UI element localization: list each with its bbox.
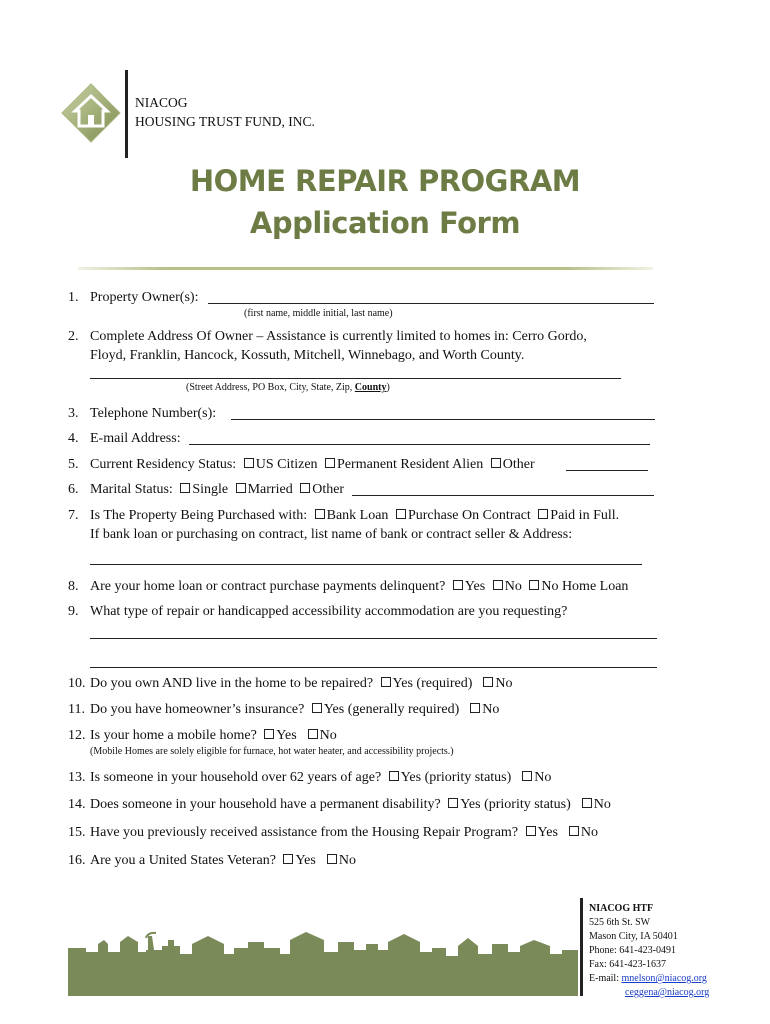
question-1-hint: (first name, middle initial, last name) — [244, 308, 393, 319]
own-live-yes-checkbox[interactable] — [381, 677, 391, 687]
mobile-home-yes-checkbox[interactable] — [264, 729, 274, 739]
question-7-label: Is The Property Being Purchased with: — [90, 508, 308, 523]
question-6-label: Marital Status: — [90, 482, 173, 497]
page-subtitle: Application Form — [249, 206, 521, 240]
residency-other-field[interactable] — [566, 470, 648, 471]
header-divider — [125, 70, 128, 158]
residency-other-checkbox[interactable] — [491, 458, 501, 468]
permanent-resident-checkbox[interactable] — [325, 458, 335, 468]
us-citizen-checkbox[interactable] — [244, 458, 254, 468]
question-12-label: Is your home a mobile home? — [90, 728, 257, 743]
question-7-line-2: If bank loan or purchasing on contract, list name of bank or contract seller & Address: — [90, 527, 573, 542]
question-12-note: (Mobile Homes are solely eligible for furnace, hot water heater, and accessibility projects.) — [90, 746, 454, 757]
single-checkbox[interactable] — [180, 483, 190, 493]
question-2-line-2: Floyd, Franklin, Hancock, Kossuth, Mitchell, Winnebago, and Worth County. — [90, 348, 525, 363]
contact-block — [589, 902, 709, 1000]
bank-seller-field[interactable] — [90, 564, 642, 565]
title-divider — [78, 267, 653, 270]
contact-name: NIACOG HTF — [589, 903, 654, 914]
no-home-loan-checkbox[interactable] — [529, 580, 539, 590]
telephone-field[interactable] — [231, 419, 655, 420]
org-line-1: NIACOG — [135, 95, 188, 110]
question-9-label: What type of repair or handicapped accessibility accommodation are you requesting? — [90, 604, 568, 619]
question-8-label: Are your home loan or contract purchase payments delinquent? — [90, 579, 446, 594]
contact-fax: Fax: 641-423-1637 — [589, 959, 666, 970]
question-14-label: Does someone in your household have a permanent disability? — [90, 797, 441, 812]
question-2-line-1: Complete Address Of Owner – Assistance is currently limited to homes in: Cerro Gordo, — [90, 329, 587, 344]
question-13-label: Is someone in your household over 62 years of age? — [90, 770, 382, 785]
email-label: E-mail: — [589, 973, 622, 984]
marital-other-checkbox[interactable] — [300, 483, 310, 493]
insurance-no-checkbox[interactable] — [470, 703, 480, 713]
prior-assistance-no-checkbox[interactable] — [569, 826, 579, 836]
delinquent-yes-checkbox[interactable] — [453, 580, 463, 590]
mobile-home-no-checkbox[interactable] — [308, 729, 318, 739]
email-field[interactable] — [189, 444, 650, 445]
disability-no-checkbox[interactable] — [582, 798, 592, 808]
bank-loan-checkbox[interactable] — [315, 509, 325, 519]
delinquent-no-checkbox[interactable] — [493, 580, 503, 590]
veteran-no-checkbox[interactable] — [327, 854, 337, 864]
over-62-yes-checkbox[interactable] — [389, 771, 399, 781]
question-15-label: Have you previously received assistance from the Housing Repair Program? — [90, 825, 519, 840]
paid-in-full-checkbox[interactable] — [538, 509, 548, 519]
repair-type-field-2[interactable] — [90, 667, 657, 668]
own-live-no-checkbox[interactable] — [483, 677, 493, 687]
contact-city: Mason City, IA 50401 — [589, 931, 678, 942]
organization-name — [135, 93, 315, 131]
question-5-label: Current Residency Status: — [90, 457, 237, 472]
address-field[interactable] — [90, 378, 621, 379]
footer-divider — [580, 898, 583, 996]
repair-type-field-1[interactable] — [90, 638, 657, 639]
question-4-label: E-mail Address: — [90, 431, 181, 446]
email-link-2[interactable]: ceggena@niacog.org — [625, 987, 710, 998]
over-62-no-checkbox[interactable] — [522, 771, 532, 781]
contact-phone: Phone: 641-423-0491 — [589, 945, 676, 956]
married-checkbox[interactable] — [236, 483, 246, 493]
question-10-label: Do you own AND live in the home to be repaired? — [90, 676, 374, 691]
org-line-2: HOUSING TRUST FUND, INC. — [135, 114, 315, 129]
question-16-label: Are you a United States Veteran? — [90, 853, 276, 868]
marital-other-field[interactable] — [352, 495, 654, 496]
house-logo-icon — [60, 82, 122, 144]
contact-street: 525 6th St. SW — [589, 917, 651, 928]
property-owner-field[interactable] — [208, 303, 654, 304]
question-2-hint: (Street Address, PO Box, City, State, Zip, County) — [186, 382, 390, 393]
prior-assistance-yes-checkbox[interactable] — [526, 826, 536, 836]
insurance-yes-checkbox[interactable] — [312, 703, 322, 713]
disability-yes-checkbox[interactable] — [448, 798, 458, 808]
veteran-yes-checkbox[interactable] — [283, 854, 293, 864]
question-3-label: Telephone Number(s): — [90, 406, 217, 421]
question-1-label: Property Owner(s): — [90, 290, 199, 305]
question-11-label: Do you have homeowner’s insurance? — [90, 702, 305, 717]
purchase-contract-checkbox[interactable] — [396, 509, 406, 519]
town-skyline-graphic — [68, 930, 578, 996]
page-title: HOME REPAIR PROGRAM — [189, 164, 581, 198]
email-link-1[interactable]: mnelson@niacog.org — [621, 973, 707, 984]
